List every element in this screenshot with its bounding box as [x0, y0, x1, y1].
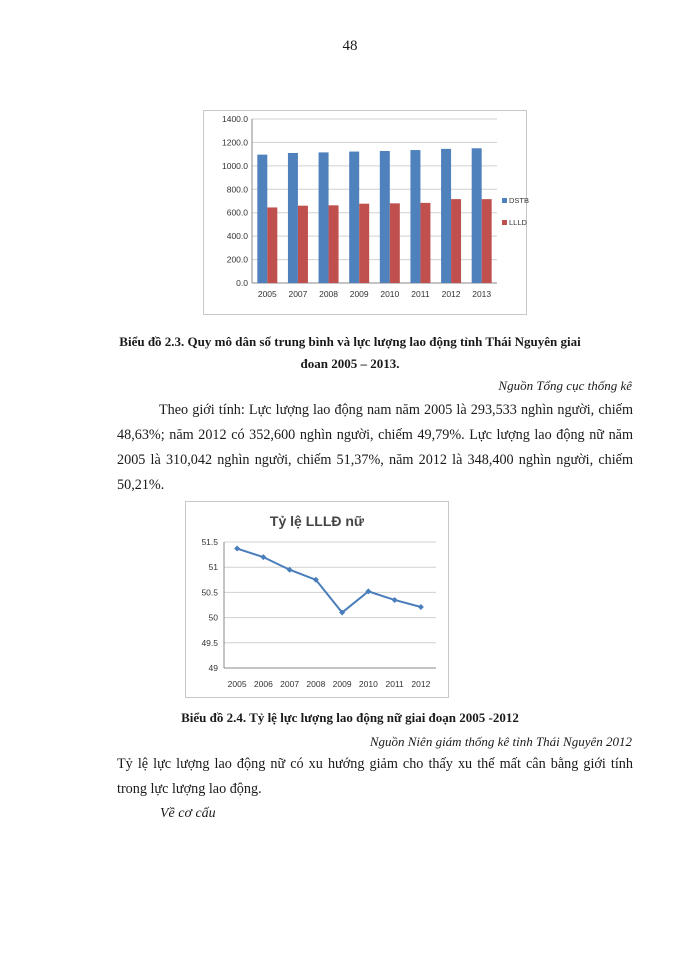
- legend-label: DSTB: [509, 196, 530, 205]
- x-tick-label: 2007: [288, 289, 308, 299]
- paragraph-gender-labor: [117, 398, 633, 498]
- legend-swatch: [502, 220, 507, 225]
- bar-chart-svg: [204, 111, 530, 314]
- data-point: [418, 604, 424, 610]
- y-tick-label: 1400.0: [222, 114, 248, 124]
- x-tick-label: 2011: [411, 289, 430, 299]
- y-tick-label: 51: [208, 562, 218, 573]
- chart-title: Tỷ lệ LLLĐ nữ: [269, 513, 365, 529]
- bar-llld: [482, 199, 492, 283]
- population-labor-bar-chart: [203, 110, 530, 315]
- data-point: [234, 546, 240, 552]
- bar-dstb: [472, 148, 482, 283]
- figure-caption-2-3-continued: đoan 2005 – 2013.: [300, 356, 400, 371]
- bar-dstb: [288, 153, 298, 283]
- paragraph-gender-labor-text: Theo giới tính: Lực lượng lao động nam năm 2005 là 293,533 nghìn người, chiếm 48,63%; năm 2012 có 352,600 nghìn người, chiếm 49,79%. Lực lượng lao động nữ năm 2005 là 310,042 nghìn người, chiếm 51,37%, năm 2012 là 348,400 nghìn người, chiếm 50,21%.: [117, 402, 633, 493]
- bar-dstb: [410, 150, 420, 283]
- bar-llld: [420, 203, 430, 283]
- bar-llld: [298, 206, 308, 283]
- bar-dstb: [319, 152, 329, 283]
- y-tick-label: 200.0: [226, 254, 248, 265]
- x-tick-label: 2013: [472, 289, 492, 299]
- y-tick-label: 0.0: [236, 278, 248, 288]
- legend-label: LLLD: [509, 218, 527, 227]
- figure-source-2-3: Nguồn Tổng cục thống kê: [498, 378, 632, 393]
- bar-dstb: [380, 151, 390, 283]
- y-tick-label: 50.5: [201, 587, 218, 598]
- y-tick-label: 49: [208, 663, 218, 673]
- line-chart-svg: [186, 502, 448, 697]
- subheading-structure: Về cơ cấu: [160, 806, 216, 821]
- x-tick-label: 2012: [441, 289, 461, 299]
- bar-llld: [267, 207, 277, 283]
- figure-caption-2-3: Biểu đồ 2.3. Quy mô dân số trung bình và lực lượng lao động tỉnh Thái Nguyên giai: [119, 334, 581, 349]
- y-tick-label: 51.5: [201, 537, 218, 547]
- bar-llld: [359, 204, 369, 283]
- y-tick-label: 800.0: [226, 184, 248, 195]
- x-tick-label: 2008: [319, 289, 339, 299]
- x-tick-label: 2007: [280, 679, 300, 689]
- bar-dstb: [349, 152, 359, 283]
- data-point: [392, 597, 398, 603]
- paragraph-female-ratio-trend-text: Tỷ lệ lực lượng lao động nữ có xu hướng giảm cho thấy xu thế mất cân bằng giới tính trong lực lượng lao động.: [117, 756, 633, 797]
- figure-caption-2-4: Biểu đồ 2.4. Tỷ lệ lực lượng lao động nữ giai đoạn 2005 -2012: [181, 710, 519, 725]
- y-tick-label: 1000.0: [222, 160, 248, 171]
- x-tick-label: 2008: [306, 679, 326, 689]
- y-tick-label: 400.0: [226, 231, 248, 242]
- x-tick-label: 2005: [227, 679, 247, 689]
- y-tick-label: 50: [208, 612, 218, 623]
- bar-dstb: [257, 155, 267, 283]
- bar-llld: [329, 205, 339, 283]
- x-tick-label: 2009: [349, 289, 369, 299]
- page-number: 48: [342, 38, 358, 54]
- x-tick-label: 2010: [358, 679, 378, 689]
- x-tick-label: 2009: [332, 679, 352, 689]
- paragraph-female-ratio-trend: [117, 752, 633, 802]
- bar-llld: [451, 199, 461, 283]
- bar-dstb: [441, 149, 451, 283]
- figure-source-2-4: Nguồn Niên giám thống kê tỉnh Thái Nguyên 2012: [369, 734, 632, 749]
- y-tick-label: 600.0: [226, 207, 248, 218]
- y-tick-label: 1200.0: [222, 137, 248, 148]
- female-labor-ratio-line-chart: [185, 501, 449, 698]
- x-tick-label: 2006: [253, 679, 273, 689]
- bar-llld: [390, 203, 400, 283]
- x-tick-label: 2010: [380, 289, 400, 299]
- x-tick-label: 2005: [257, 289, 277, 299]
- x-tick-label: 2012: [411, 679, 431, 689]
- y-tick-label: 49.5: [201, 637, 218, 648]
- x-tick-label: 2011: [385, 679, 404, 689]
- legend-swatch: [502, 198, 507, 203]
